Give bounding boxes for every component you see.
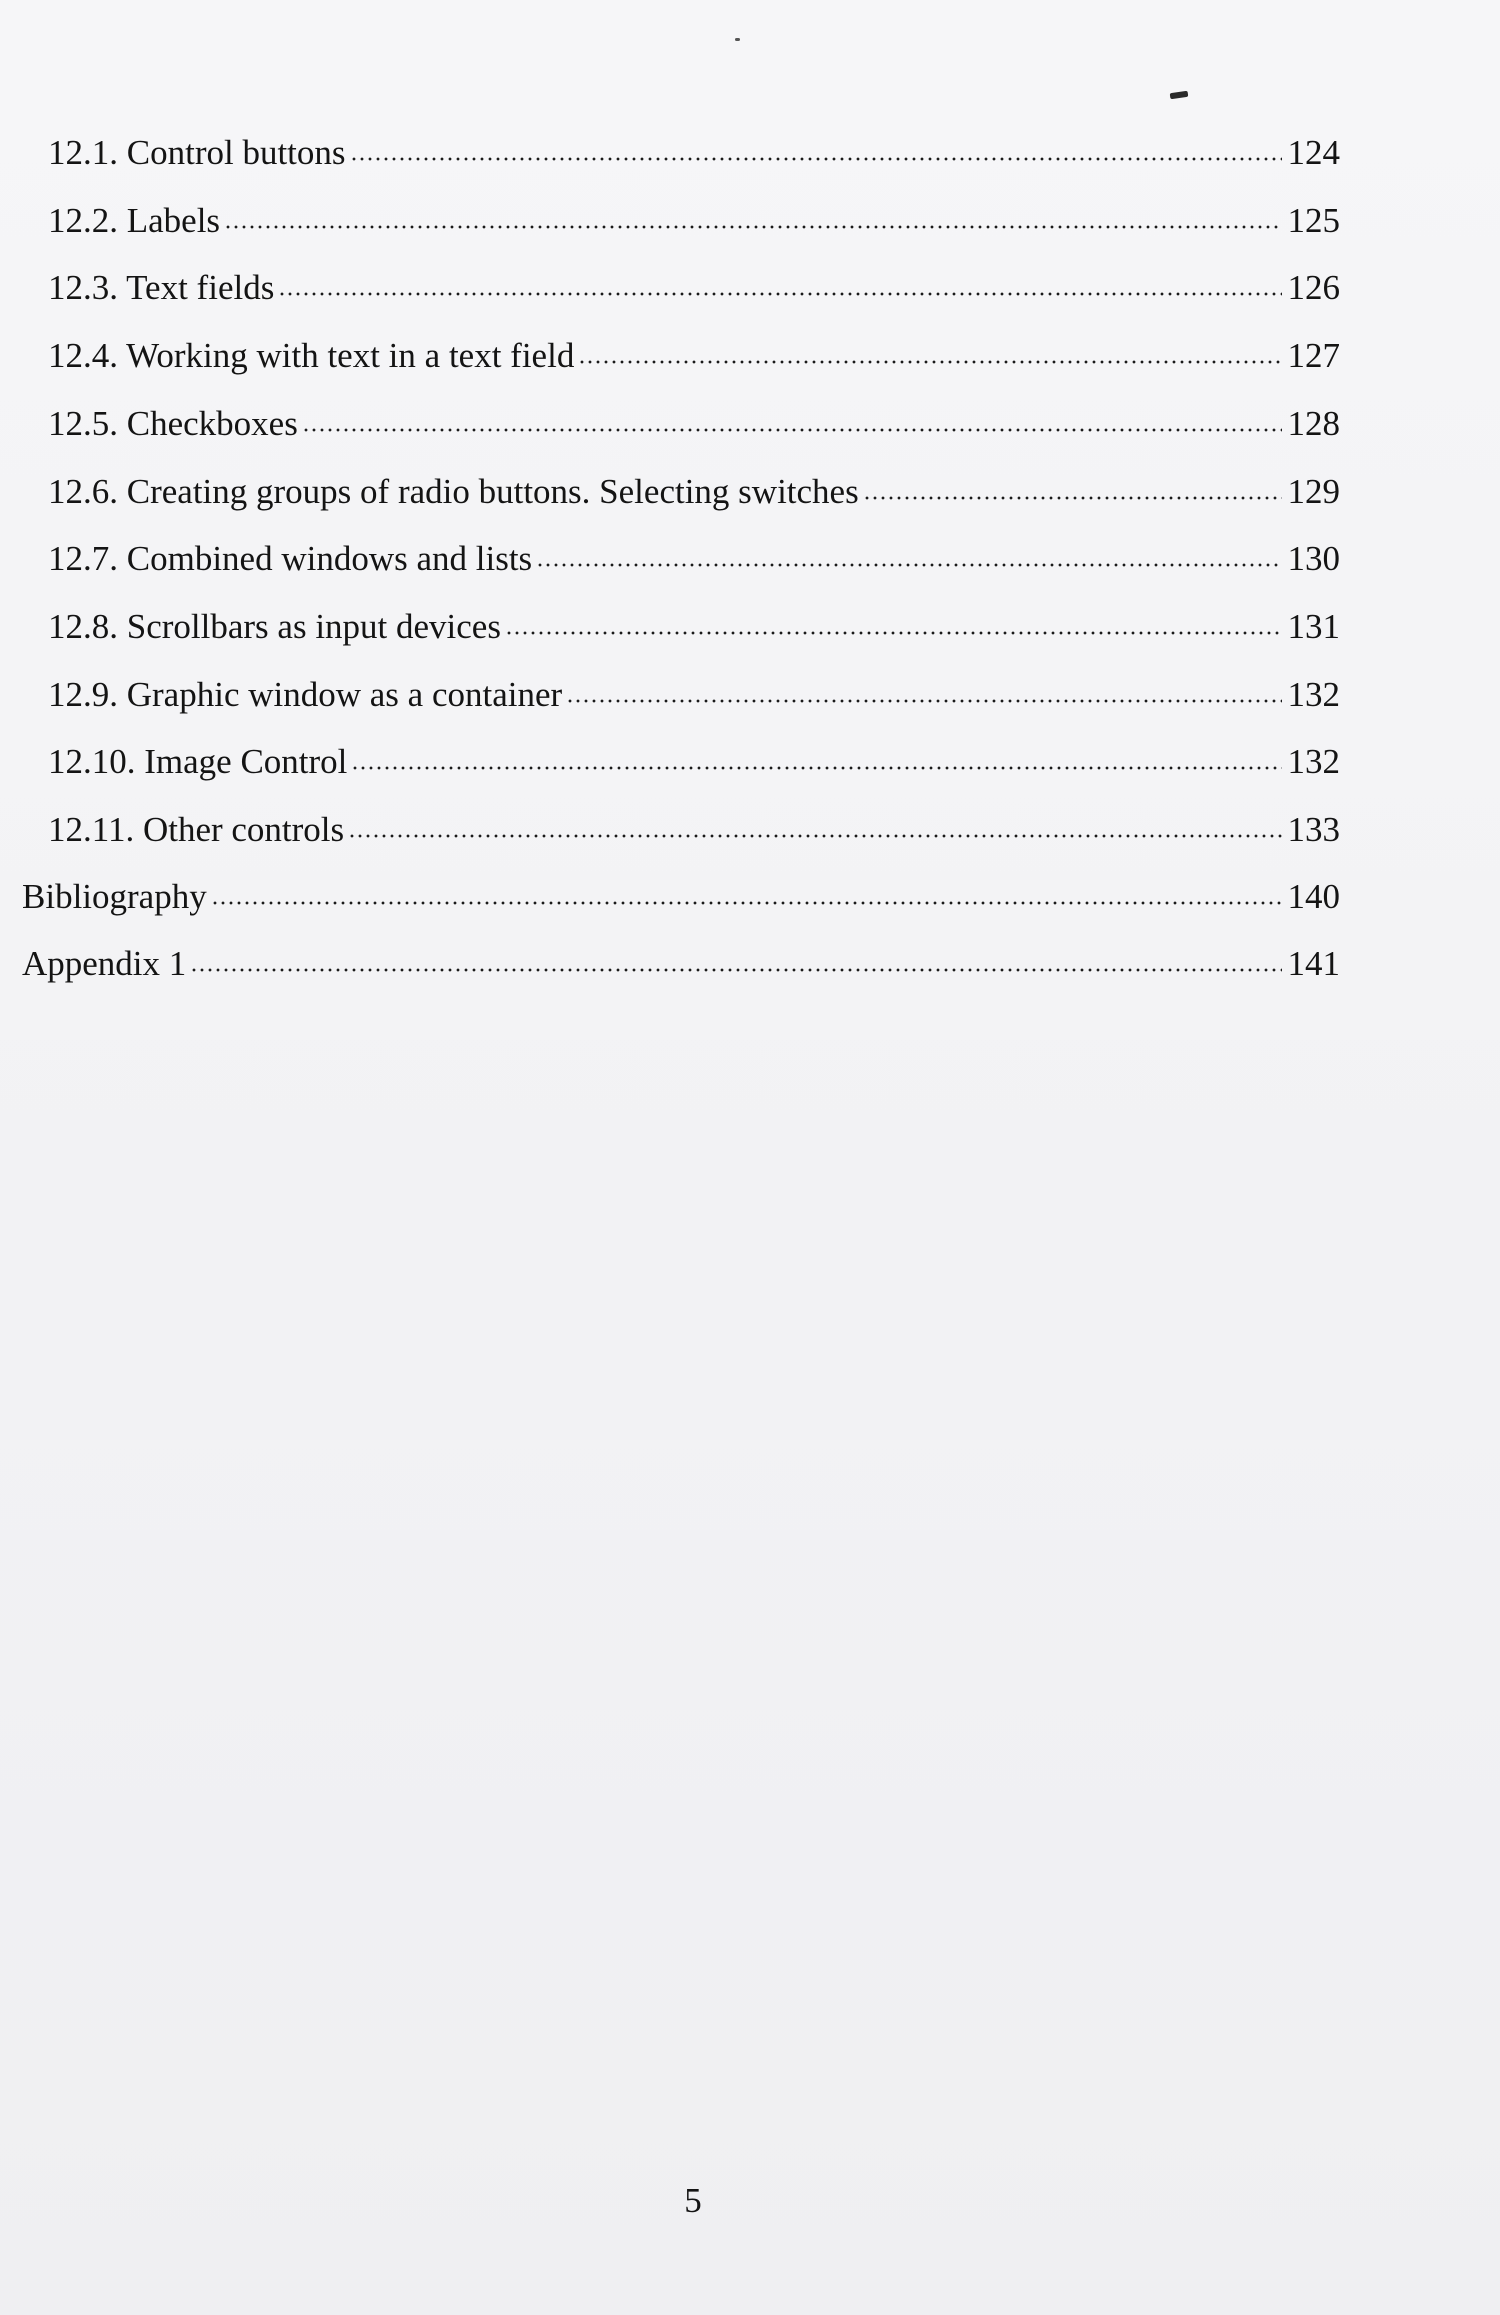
toc-entry[interactable] [48, 268, 1340, 308]
toc-entry-page: 127 [1287, 336, 1340, 375]
toc-dot-leader [536, 563, 1282, 567]
toc-dot-leader [505, 631, 1282, 635]
toc-entry[interactable] [48, 675, 1340, 715]
toc-dot-leader [302, 428, 1282, 432]
toc-entry-title: 12.3. Text fields [48, 268, 275, 307]
toc-dot-leader [278, 292, 1282, 296]
toc-dot-leader [190, 968, 1282, 972]
toc-entry[interactable] [48, 539, 1340, 579]
toc-entry-title: 12.10. Image Control [48, 742, 348, 781]
toc-dot-leader [211, 901, 1282, 905]
toc-dot-leader [566, 699, 1282, 703]
toc-entry[interactable] [48, 810, 1340, 850]
toc-entry-title: 12.7. Combined windows and lists [48, 539, 533, 578]
ink-speck [735, 38, 740, 41]
toc-entry[interactable] [48, 404, 1340, 444]
toc-entry-page: 128 [1287, 404, 1340, 443]
toc-entry-title: Bibliography [22, 877, 207, 916]
toc-entry-page: 132 [1287, 675, 1340, 714]
toc-entry[interactable] [48, 133, 1340, 173]
toc-entry[interactable] [48, 607, 1340, 647]
toc-entry-page: 130 [1287, 539, 1340, 578]
toc-entry-title: 12.5. Checkboxes [48, 404, 298, 443]
toc-entry-page: 124 [1287, 133, 1340, 172]
toc-entry[interactable] [22, 944, 1340, 984]
toc-entry-title: 12.4. Working with text in a text field [48, 336, 575, 375]
toc-dot-leader [348, 834, 1282, 838]
toc-entry-page: 125 [1287, 201, 1340, 240]
toc-entry-title: 12.8. Scrollbars as input devices [48, 607, 501, 646]
toc-entry-page: 141 [1287, 944, 1340, 983]
toc-entry-title: 12.9. Graphic window as a container [48, 675, 563, 714]
toc-entry-page: 126 [1287, 268, 1340, 307]
toc-entry-page: 140 [1287, 877, 1340, 916]
ink-smudge [1170, 91, 1189, 99]
toc-entry[interactable] [48, 201, 1340, 241]
toc-entry-title: Appendix 1 [22, 944, 187, 983]
toc-entry-page: 132 [1287, 742, 1340, 781]
toc-entry-page: 131 [1287, 607, 1340, 646]
toc-entry-title: 12.1. Control buttons [48, 133, 346, 172]
toc-entry[interactable] [48, 742, 1340, 782]
toc-dot-leader [350, 157, 1282, 161]
toc-entry[interactable] [48, 472, 1340, 512]
toc-entry-page: 129 [1287, 472, 1340, 511]
toc-dot-leader [224, 225, 1282, 229]
toc-entry-title: 12.2. Labels [48, 201, 221, 240]
toc-entry-title: 12.6. Creating groups of radio buttons. Selecting switches [48, 472, 859, 511]
toc-entry[interactable] [22, 877, 1340, 917]
toc-dot-leader [351, 766, 1282, 770]
toc-entry-page: 133 [1287, 810, 1340, 849]
toc-dot-leader [578, 360, 1282, 364]
toc-entry-title: 12.11. Other controls [48, 810, 345, 849]
toc-entry[interactable] [48, 336, 1340, 376]
toc-dot-leader [863, 496, 1282, 500]
page-number: 5 [684, 2181, 702, 2220]
